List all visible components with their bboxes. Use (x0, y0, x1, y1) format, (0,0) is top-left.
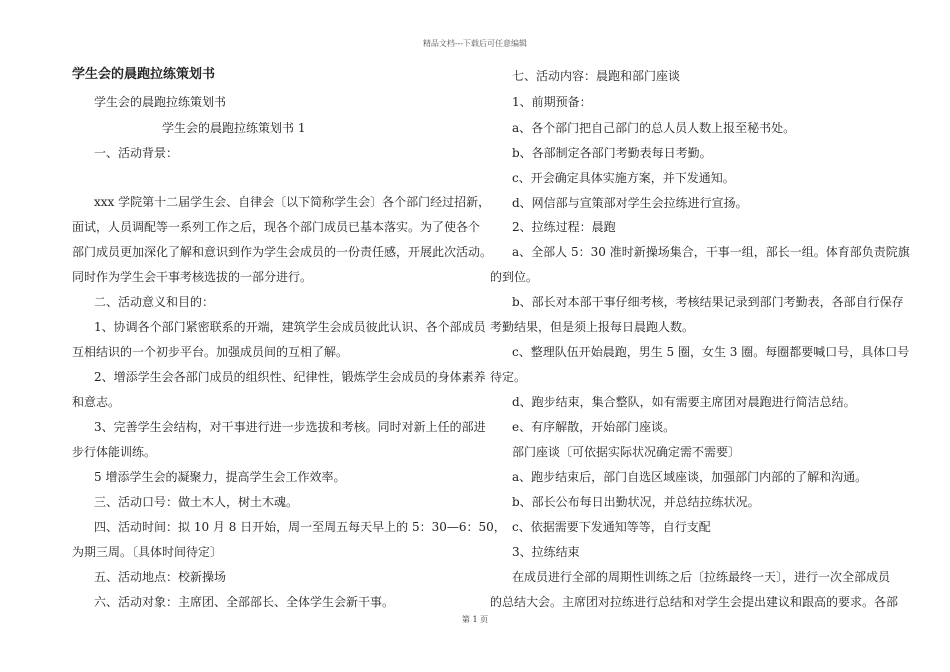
paragraph-line: b、部长对本部干事仔细考核，考核结果记录到部门考勤表，各部自行保存 (512, 295, 904, 309)
document-title: 学生会的晨跑拉练策划书 (72, 67, 216, 82)
paragraph-line: 2、拉练过程：晨跑 (512, 220, 616, 234)
section-heading: 二、活动意义和目的： (94, 295, 215, 309)
paragraph-line: 的总结大会。主席团对拉练进行总结和对学生会提出建议和跟高的要求。各部 (490, 595, 899, 609)
paragraph-line: 考勤结果，但是须上报每日晨跑人数。 (490, 320, 695, 334)
page-footer: 第 1 页 (461, 615, 489, 624)
subtitle: 学生会的晨跑拉练策划书 (94, 95, 227, 109)
paragraph-line: xxx 学院第十二届学生会、自律会〔以下简称学生会〕各个部门经过招新， (94, 195, 491, 209)
paragraph-line: 部门成员更加深化了解和意识到作为学生会成员的一份责任感，开展此次活动。 (72, 245, 493, 259)
paragraph-line: 为期三周。〔具体时间待定〕 (72, 545, 223, 559)
paragraph-line: c、开会确定具体实施方案，并下发通知。 (512, 171, 735, 185)
section-heading: 六、活动对象：主席团、全部部长、全体学生会新干事。 (94, 595, 395, 609)
paragraph-line: 和意志。 (72, 395, 121, 409)
paragraph-line: 1、前期预备： (512, 95, 592, 109)
paragraph-line: a、跑步结束后，部门自选区域座谈，加强部门内部的了解和沟通。 (512, 470, 868, 484)
subtitle-numbered: 学生会的晨跑拉练策划书 1 (162, 121, 306, 135)
paragraph-line: 1、协调各个部门紧密联系的开端，建筑学生会成员彼此认识、各个部成员 (94, 320, 486, 334)
paragraph-line: d、跑步结束，集合整队，如有需要主席团对晨跑进行简洁总结。 (512, 395, 856, 409)
page-header: 精品文档---下载后可任意编辑 (422, 39, 528, 48)
paragraph-line: d、网信部与宣策部对学生会拉练进行宣扬。 (512, 196, 748, 210)
paragraph-line: a、各个部门把自己部门的总人员人数上报至秘书处。 (512, 121, 796, 135)
paragraph-line: e、有序解散，开始部门座谈。 (512, 420, 676, 434)
paragraph-line: 的到位。 (490, 270, 539, 284)
section-heading: 一、活动背景： (94, 146, 179, 160)
paragraph-line: 同时作为学生会干事考核选拔的一部分进行。 (72, 270, 313, 284)
section-heading: 四、活动时间：拟 10 月 8 日开始，周一至周五每天早上的 5：30—6：50， (94, 520, 506, 534)
paragraph-line: 5 增添学生会的凝聚力，提高学生会工作效率。 (94, 470, 346, 484)
paragraph-line: c、整理队伍开始晨跑，男生 5 圈，女生 3 圈。每圈都要喊口号，具体口号 (512, 345, 910, 359)
paragraph-line: 部门座谈〔可依据实际状况确定需不需要〕 (512, 445, 741, 459)
paragraph-line: 面试，人员调配等一系列工作之后，现各个部门成员已基本落实。为了使各个 (72, 220, 481, 234)
paragraph-line: b、各部制定各部门考勤表每日考勤。 (512, 146, 712, 160)
section-heading: 七、活动内容：晨跑和部门座谈 (512, 69, 681, 83)
section-heading: 五、活动地点：校新操场 (94, 570, 227, 584)
paragraph-line: b、部长公布每日出勤状况，并总结拉练状况。 (512, 495, 760, 509)
paragraph-line: a、全部人 5：30 准时新操场集合，干事一组，部长一组。体育部负责院旗 (512, 245, 910, 259)
section-heading: 三、活动口号：做土木人，树土木魂。 (94, 495, 299, 509)
paragraph-line: 在成员进行全部的周期性训练之后〔拉练最终一天〕，进行一次全部成员 (512, 570, 891, 584)
paragraph-line: 3、完善学生会结构，对干事进行进一步选拔和考核。同时对新上任的部进 (94, 420, 486, 434)
paragraph-line: 步行体能训练。 (72, 445, 157, 459)
paragraph-line: 3、拉练结束 (512, 545, 580, 559)
paragraph-line: c、依据需要下发通知等等，自行支配 (512, 520, 711, 534)
paragraph-line: 互相结识的一个初步平台。加强成员间的互相了解。 (72, 345, 349, 359)
paragraph-line: 2、增添学生会各部门成员的组织性、纪律性，锻炼学生会成员的身体素养 (94, 370, 486, 384)
paragraph-line: 待定。 (490, 370, 527, 384)
